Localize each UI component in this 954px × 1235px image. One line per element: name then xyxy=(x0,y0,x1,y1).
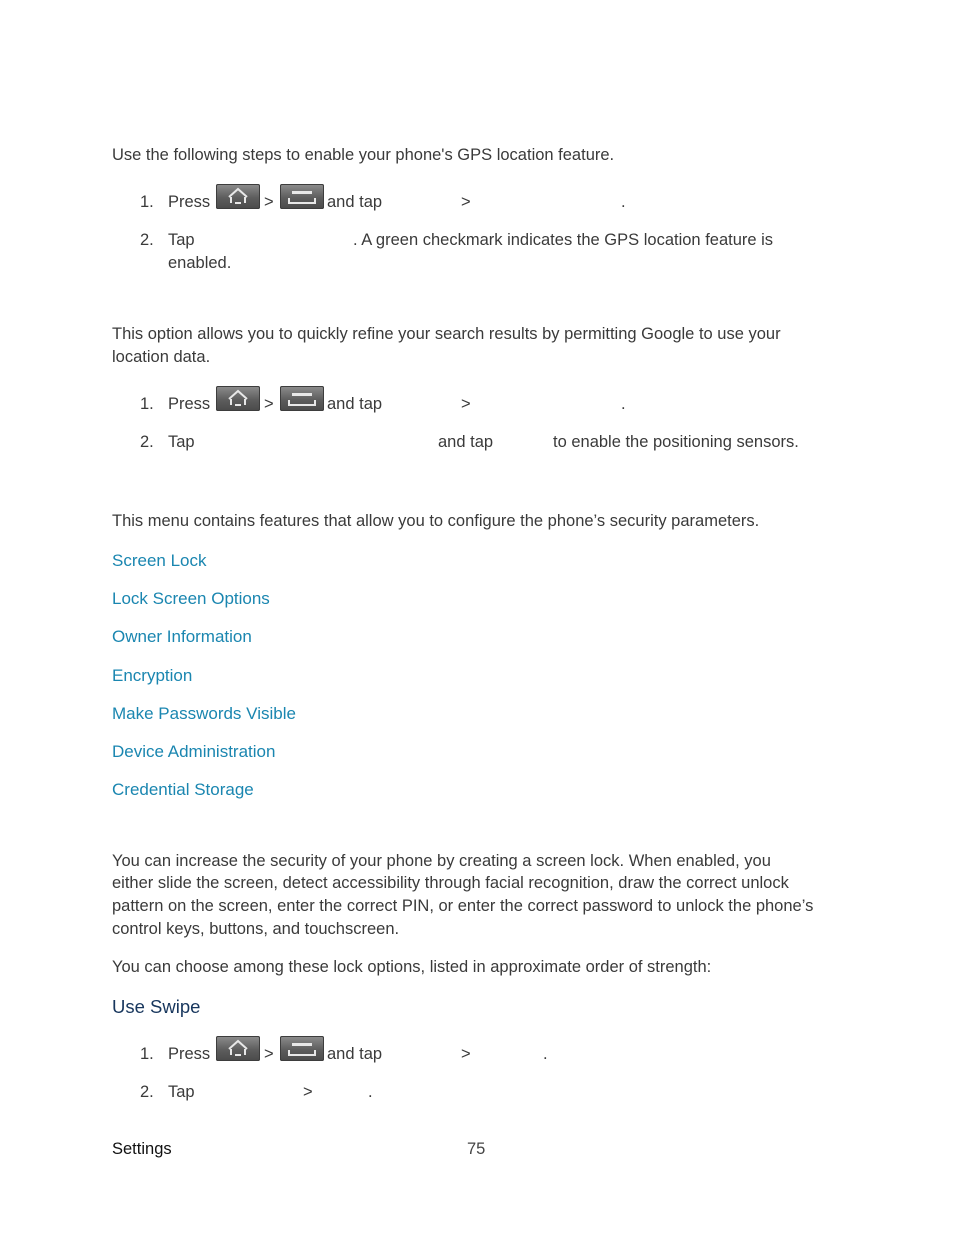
press-label: Press xyxy=(168,193,211,211)
home-key-icon xyxy=(216,184,260,209)
and-tap-label: and tap xyxy=(327,1045,383,1063)
period: . xyxy=(621,193,626,211)
and-tap-label: and tap xyxy=(327,395,383,413)
screen-lock-para-line-3: pattern on the screen, enter the correct PIN, or enter the correct password to unlock the phone’s xyxy=(112,897,814,915)
menu-key-icon xyxy=(280,184,324,209)
gps-step-2-text: . A green checkmark indicates the GPS location feature is xyxy=(353,231,774,249)
and-tap-label: and tap xyxy=(438,433,494,451)
lock-options-text: You can choose among these lock options, listed in approximate order of strength: xyxy=(112,958,712,976)
google-intro-line-2: location data. xyxy=(112,348,211,366)
gt-separator: > xyxy=(461,1045,471,1063)
gt-separator: > xyxy=(461,395,471,413)
link-encryption[interactable]: Encryption xyxy=(112,666,193,685)
screen-lock-para-line-2: either slide the screen, detect accessibility through facial recognition, draw the correct unlock xyxy=(112,874,789,892)
gps-step-1 xyxy=(0,184,954,210)
screen-lock-para-line-4: control keys, buttons, and touchscreen. xyxy=(112,920,400,938)
google-step-1 xyxy=(0,386,954,412)
home-key-icon xyxy=(216,1036,260,1061)
separator: > xyxy=(264,395,274,413)
step-number: 2. xyxy=(140,433,154,451)
link-device-administration[interactable]: Device Administration xyxy=(112,742,276,761)
gps-intro: Use the following steps to enable your phone's GPS location feature. xyxy=(112,146,615,164)
google-step-2-end: to enable the positioning sensors. xyxy=(553,433,799,451)
step-number: 2. xyxy=(140,1083,154,1101)
separator: > xyxy=(264,193,274,211)
step-number: 1. xyxy=(140,1045,154,1063)
link-credential-storage[interactable]: Credential Storage xyxy=(112,780,254,799)
gt-separator: > xyxy=(303,1083,313,1101)
google-intro-line-1: This option allows you to quickly refine your search results by permitting Google to use your xyxy=(112,325,781,343)
swipe-step-1 xyxy=(0,1036,954,1062)
home-key-icon xyxy=(216,386,260,411)
subheading-use-swipe: Use Swipe xyxy=(112,996,201,1017)
gt-separator: > xyxy=(461,193,471,211)
link-make-passwords-visible[interactable]: Make Passwords Visible xyxy=(112,704,296,723)
press-label: Press xyxy=(168,1045,211,1063)
step-number: 1. xyxy=(140,193,154,211)
tap-label: Tap xyxy=(168,433,195,451)
link-lock-screen-options[interactable]: Lock Screen Options xyxy=(112,589,270,608)
menu-key-icon xyxy=(280,386,324,411)
security-intro: This menu contains features that allow you to configure the phone’s security parameters. xyxy=(112,512,760,530)
press-label: Press xyxy=(168,395,211,413)
footer-page-number: 75 xyxy=(467,1140,486,1158)
gps-step-2-cont: enabled. xyxy=(168,254,232,272)
screen-lock-para-line-1: You can increase the security of your phone by creating a screen lock. When enabled, you xyxy=(112,852,771,870)
tap-label: Tap xyxy=(168,1083,195,1101)
step-number: 1. xyxy=(140,395,154,413)
period: . xyxy=(543,1045,548,1063)
footer-section-name: Settings xyxy=(112,1140,172,1158)
link-owner-information[interactable]: Owner Information xyxy=(112,627,252,646)
and-tap-label: and tap xyxy=(327,193,383,211)
period: . xyxy=(621,395,626,413)
tap-label: Tap xyxy=(168,231,195,249)
period: . xyxy=(368,1083,373,1101)
menu-key-icon xyxy=(280,1036,324,1061)
link-screen-lock[interactable]: Screen Lock xyxy=(112,551,207,570)
step-number: 2. xyxy=(140,231,154,249)
separator: > xyxy=(264,1045,274,1063)
